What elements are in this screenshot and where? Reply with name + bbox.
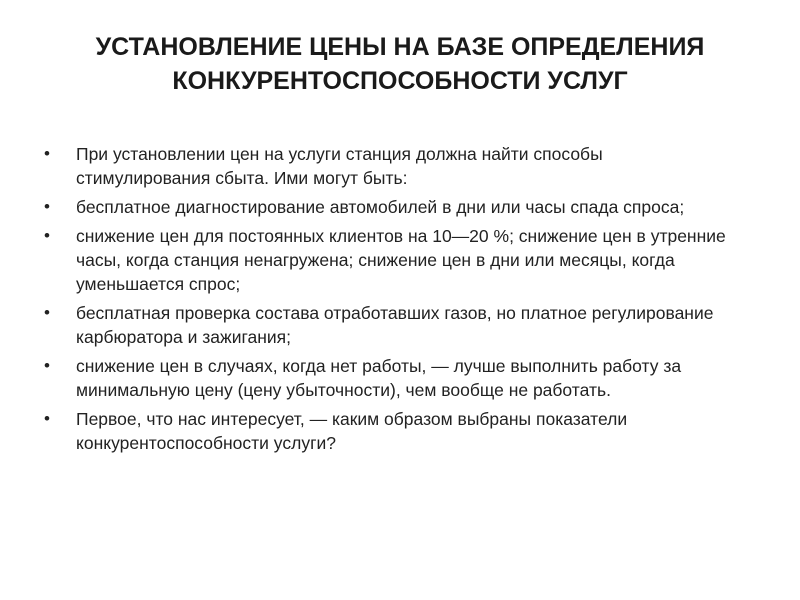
bullet-item-4 (40, 301, 740, 349)
slide-title-line-2: КОНКУРЕНТОСПОСОБНОСТИ УСЛУГ (172, 67, 628, 95)
bullet-item-3 (40, 224, 740, 296)
slide-title (40, 30, 760, 98)
bullet-marker: • (44, 144, 50, 163)
bullet-item-2 (40, 195, 740, 219)
bullet-marker: • (44, 197, 50, 216)
bullet-item-6 (40, 407, 740, 455)
bullet-text-5: снижение цен в случаях, когда нет работы, — лучше выполнить работу за минимальную цену (цену убыточности), чем вообще не работать. (76, 356, 682, 400)
bullet-text-1: При установлении цен на услуги станция должна найти способы стимулирования сбыта. Ими могут быть: (76, 144, 603, 188)
bullet-list (40, 142, 740, 460)
bullet-text-3: снижение цен для постоянных клиентов на 10—20 %; снижение цен в утренние часы, когда станция ненагружена; снижение цен в дни или месяцы, когда уменьшается спрос; (76, 226, 726, 294)
bullet-marker: • (44, 303, 50, 322)
bullet-marker: • (44, 226, 50, 245)
bullet-text-2: бесплатное диагностирование автомобилей в дни или часы спада спроса; (76, 197, 685, 217)
bullet-marker: • (44, 409, 50, 428)
bullet-item-1 (40, 142, 740, 190)
bullet-text-4: бесплатная проверка состава отработавших газов, но платное регулирование карбюратора и зажигания; (76, 303, 714, 347)
bullet-marker: • (44, 356, 50, 375)
bullet-text-6: Первое, что нас интересует, — каким образом выбраны показатели конкурентоспособности услуги? (76, 409, 628, 453)
slide-title-line-1: УСТАНОВЛЕНИЕ ЦЕНЫ НА БАЗЕ ОПРЕДЕЛЕНИЯ (95, 33, 705, 61)
bullet-item-5 (40, 354, 740, 402)
